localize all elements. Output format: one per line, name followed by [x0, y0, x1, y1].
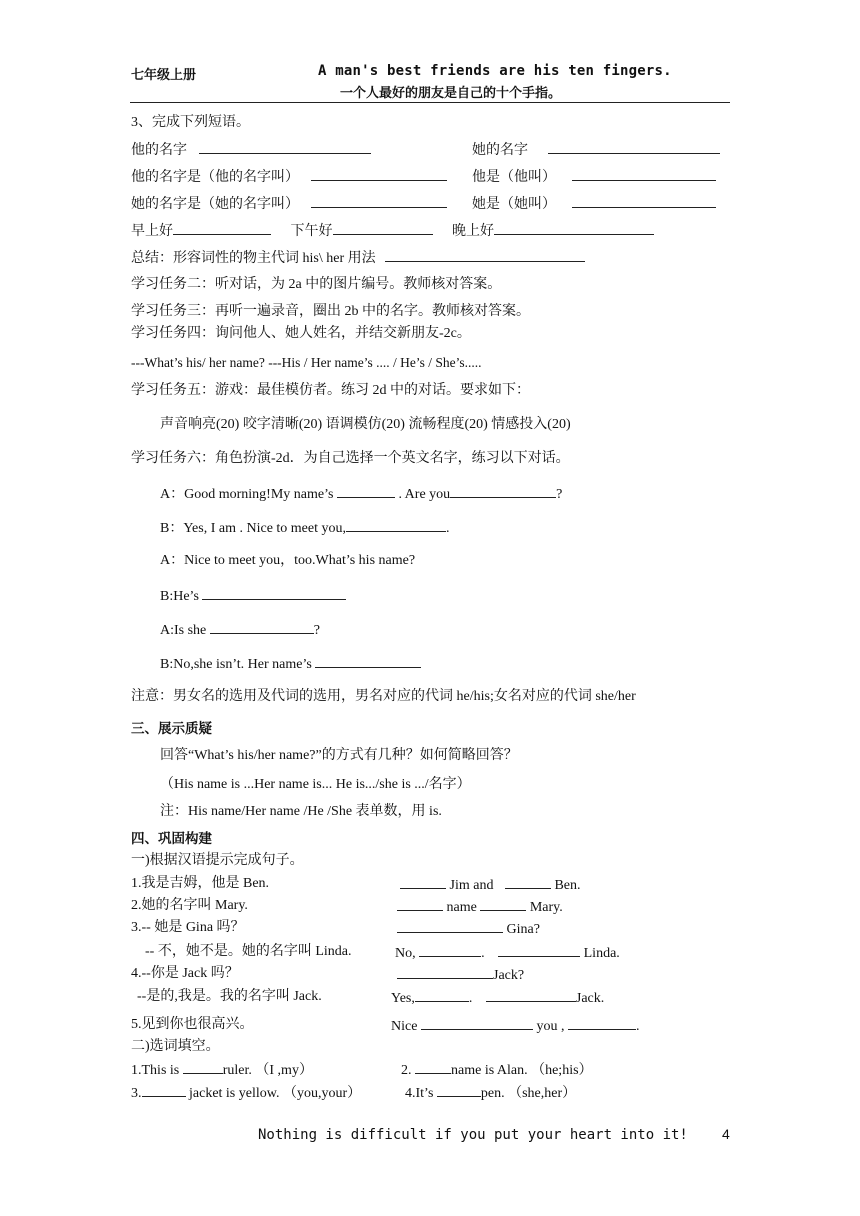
sentence-text: Yes, — [391, 991, 415, 1006]
answer-blank[interactable] — [202, 586, 346, 600]
header-motto-en: A man's best friends are his ten fingers. — [318, 63, 672, 79]
sentence-text: . — [635, 1019, 640, 1034]
answer-blank[interactable] — [415, 1060, 451, 1074]
sentence1-cn: 1.我是吉姆，他是 Ben. — [131, 876, 270, 891]
dialogue-text: B:He’s — [160, 589, 203, 604]
section3-title: 3、完成下列短语。 — [131, 115, 250, 130]
sentence-text: name is Alan. （he;his） — [451, 1063, 593, 1078]
dialogue-text: B:No,she isn’t. Her name’s — [160, 657, 316, 672]
answer-blank[interactable] — [183, 1060, 223, 1074]
sentence-text: ruler. （I ,my） — [222, 1063, 313, 1078]
answer-blank[interactable] — [311, 167, 447, 181]
phrase-label: 他的名字 — [131, 143, 187, 158]
task5-text: 学习任务五：游戏：最佳模仿者。练习 2d 中的对话。要求如下： — [131, 383, 530, 398]
answer-blank[interactable] — [337, 484, 395, 498]
sentence2-cn: 2.她的名字叫 Mary. — [131, 898, 248, 913]
dialogue-line-a1 — [160, 484, 562, 504]
sentence-text: . — [481, 946, 489, 961]
answer-blank[interactable] — [199, 140, 371, 154]
show-question: 回答“What’s his/her name?”的方式有几种？如何简略回答？ — [160, 748, 518, 763]
dialogue-text: ? — [556, 487, 563, 502]
sentence2-en — [397, 897, 563, 917]
sentence5-cn: 5.见到你也很高兴。 — [131, 1017, 254, 1032]
phrase-her-name-is — [131, 194, 447, 214]
dialogue-line-a2: A：Nice to meet you，too.What’s his name? — [160, 553, 416, 568]
part2-title: 二)选词填空。 — [131, 1039, 220, 1054]
dialogue-line-a3 — [160, 620, 320, 640]
sentence-pattern: ---What’s his/ her name? ---His / Her name’s .... / He’s / She’s..... — [131, 355, 482, 370]
scoring-criteria: 声音响亮(20) 咬字清晰(20) 语调模仿(20) 流畅程度(20) 情感投入(20) — [160, 417, 571, 432]
sentence-text: . — [468, 991, 476, 1006]
phrase-label: 他是（他叫） — [472, 170, 556, 185]
answer-blank[interactable] — [173, 221, 271, 235]
phrase-greetings — [131, 221, 654, 241]
header-motto-cn: 一个人最好的朋友是自己的十个手指。 — [340, 86, 562, 101]
dialogue-text: . — [446, 521, 450, 536]
answer-blank[interactable] — [486, 988, 576, 1002]
answer-blank[interactable] — [572, 194, 716, 208]
phrase-label: 早上好 — [131, 224, 173, 239]
sentence3b-en — [395, 943, 620, 963]
fill-item-1 — [131, 1060, 313, 1080]
sentence-text: 1.This is — [131, 1063, 183, 1078]
task6-text: 学习任务六：角色扮演-2d．为自己选择一个英文名字，练习以下对话。 — [131, 451, 570, 466]
answer-blank[interactable] — [421, 1016, 533, 1030]
answer-blank[interactable] — [333, 221, 433, 235]
answer-blank[interactable] — [315, 654, 421, 668]
sentence1-en — [400, 875, 581, 895]
answer-blank[interactable] — [346, 518, 446, 532]
fill-item-2 — [401, 1060, 593, 1080]
grade-label: 七年级上册 — [131, 68, 197, 83]
answer-blank[interactable] — [480, 897, 526, 911]
sentence-text: No, — [395, 946, 420, 961]
answer-blank[interactable] — [311, 194, 447, 208]
answer-blank[interactable] — [548, 140, 720, 154]
phrase-label: 晚上好 — [452, 224, 494, 239]
sentence-text: Jack? — [493, 968, 525, 983]
part1-title: 一)根据汉语提示完成句子。 — [131, 853, 304, 868]
sentence-text: jacket is yellow. （you,your） — [185, 1086, 362, 1101]
sentence-text: Jim and — [446, 878, 497, 893]
answer-blank[interactable] — [400, 875, 446, 889]
fill-item-4 — [405, 1083, 576, 1103]
sentence-text: 3. — [131, 1086, 142, 1101]
phrase-label: 她的名字是（她的名字叫） — [131, 197, 299, 212]
page-number: 4 — [722, 1126, 730, 1142]
sentence3-cn: 3.-- 她是 Gina 吗？ — [131, 920, 245, 935]
fill-item-3 — [131, 1083, 361, 1103]
answer-blank[interactable] — [498, 943, 580, 957]
answer-blank[interactable] — [397, 919, 503, 933]
sentence4b-cn: --是的,我是。我的名字叫 Jack. — [137, 989, 322, 1004]
sentence5-en — [391, 1016, 639, 1036]
dialogue-line-b3 — [160, 654, 421, 674]
answer-blank[interactable] — [419, 943, 481, 957]
answer-blank[interactable] — [568, 1016, 636, 1030]
answer-blank[interactable] — [494, 221, 654, 235]
sentence-text: Jack. — [575, 991, 605, 1006]
sentence-text: pen. （she,her） — [480, 1086, 577, 1101]
phrase-she-is — [472, 194, 716, 214]
sentence-text: Gina? — [503, 922, 540, 937]
dialogue-text: B：Yes, I am . Nice to meet you, — [160, 521, 346, 536]
answer-blank[interactable] — [397, 965, 493, 979]
answer-blank[interactable] — [397, 897, 443, 911]
summary-label: 总结：形容词性的物主代词 his\ her 用法 — [131, 251, 376, 266]
header-divider — [130, 102, 730, 103]
sentence4-en — [397, 965, 524, 985]
phrase-label: 下午好 — [290, 224, 333, 239]
answer-blank[interactable] — [415, 988, 469, 1002]
dialogue-text: A:Is she — [160, 623, 210, 638]
sentence4b-en — [391, 988, 604, 1008]
task2-text: 学习任务二：听对话，为 2a 中的图片编号。教师核对答案。 — [131, 277, 502, 292]
sentence3b-cn: -- 不，她不是。她的名字叫 Linda. — [145, 944, 352, 959]
pronoun-note: 注意：男女名的选用及代词的选用，男名对应的代词 he/his;女名对应的代词 she/her — [131, 689, 636, 704]
sentence-text: 4.It’s — [405, 1086, 437, 1101]
show-answer-forms: （His name is ...Her name is... He is.../she is .../名字） — [160, 777, 471, 792]
dialogue-text: ? — [313, 623, 320, 638]
phrase-his-name — [131, 140, 371, 160]
answer-blank[interactable] — [572, 167, 716, 181]
answer-blank[interactable] — [437, 1083, 481, 1097]
dialogue-text: A：Good morning!My name’s — [160, 487, 337, 502]
phrase-label: 他的名字是（他的名字叫） — [131, 170, 299, 185]
task3-text: 学习任务三：再听一遍录音，圈出 2b 中的名字。教师核对答案。 — [131, 304, 530, 319]
answer-blank[interactable] — [385, 248, 585, 262]
section-show-title: 三、展示质疑 — [131, 721, 212, 737]
phrase-her-name — [472, 140, 720, 160]
sentence-text: Mary. — [526, 900, 563, 915]
answer-blank[interactable] — [505, 875, 551, 889]
sentence-text: name — [443, 900, 481, 915]
answer-blank[interactable] — [450, 484, 556, 498]
dialogue-line-b1 — [160, 518, 450, 538]
sentence-text: you , — [532, 1019, 568, 1034]
sentence-text: Nice — [391, 1019, 421, 1034]
show-note: 注：His name/Her name /He /She 表单数，用 is. — [160, 804, 442, 819]
phrase-his-name-is — [131, 167, 447, 187]
phrase-he-is — [472, 167, 716, 187]
section-consolidate-title: 四、巩固构建 — [131, 831, 212, 847]
dialogue-text: . Are you — [394, 487, 451, 502]
answer-blank[interactable] — [142, 1083, 186, 1097]
task4-text: 学习任务四：询问他人、她人姓名，并结交新朋友-2c。 — [131, 326, 471, 341]
summary-line — [131, 248, 585, 268]
sentence3-en — [397, 919, 540, 939]
phrase-label: 她是（她叫） — [472, 197, 556, 212]
sentence-text: Ben. — [550, 878, 581, 893]
sentence4-cn: 4.--你是 Jack 吗？ — [131, 966, 239, 981]
dialogue-line-b2 — [160, 586, 346, 606]
answer-blank[interactable] — [210, 620, 314, 634]
sentence-text: 2. — [401, 1063, 415, 1078]
sentence-text: Linda. — [580, 946, 620, 961]
footer-quote: Nothing is difficult if you put your heart into it! — [258, 1127, 688, 1143]
phrase-label: 她的名字 — [472, 143, 528, 158]
